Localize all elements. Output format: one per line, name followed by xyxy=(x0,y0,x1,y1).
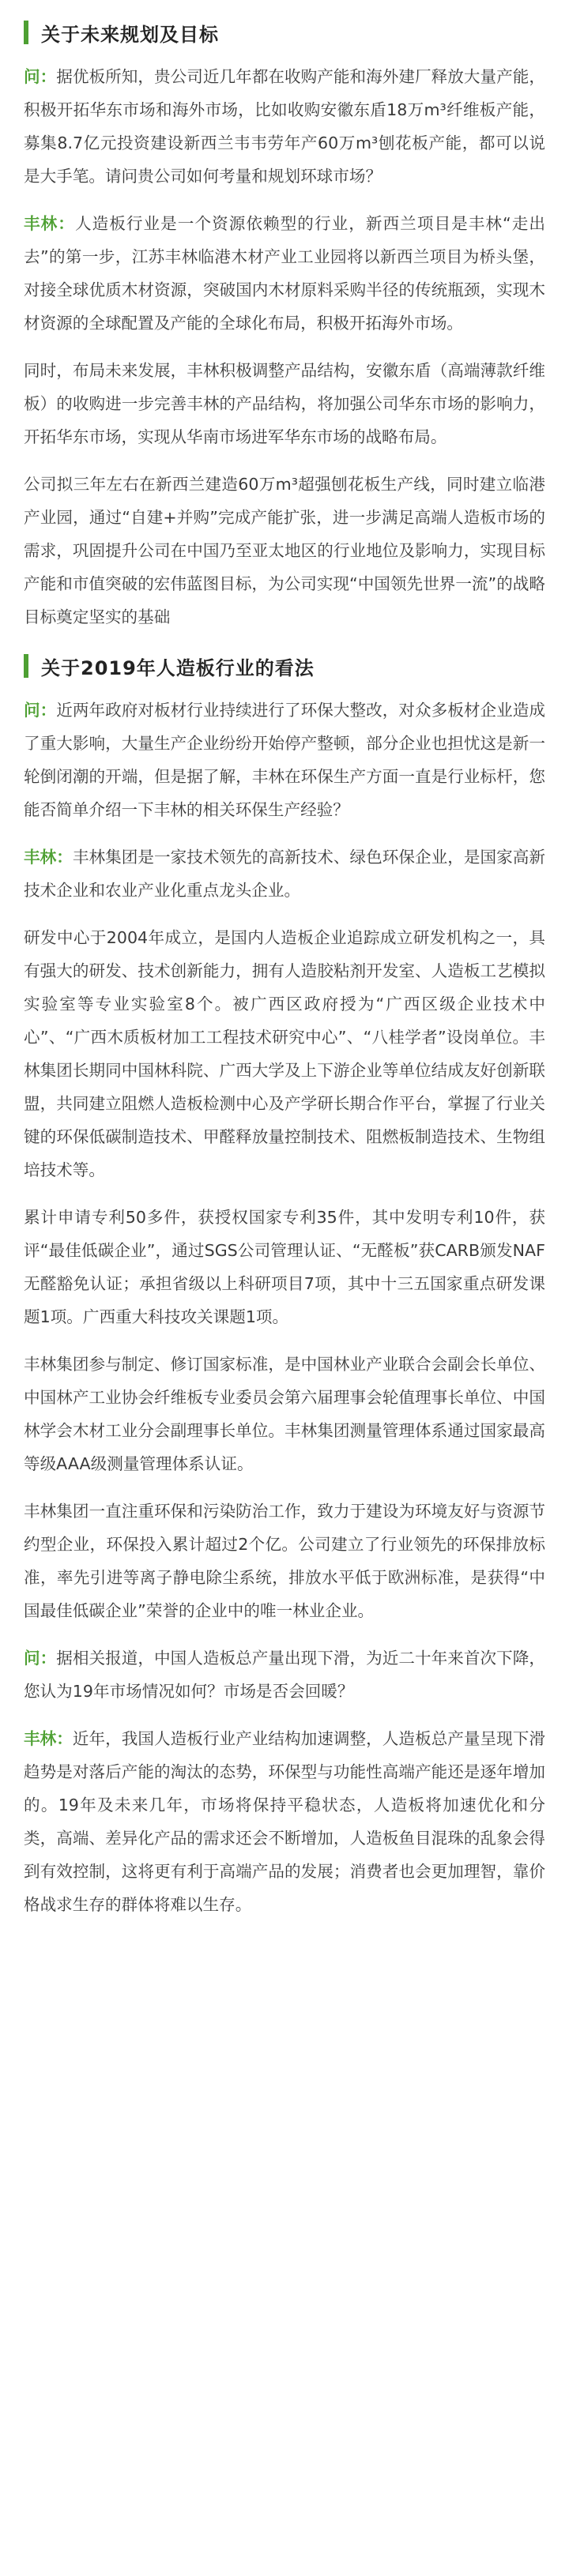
section-header xyxy=(24,19,545,46)
section-marker-bar xyxy=(24,654,28,678)
question-paragraph xyxy=(24,694,545,826)
answer-paragraph xyxy=(24,1722,545,1921)
speaker-label: 问： xyxy=(24,701,57,720)
body-paragraph xyxy=(24,468,545,634)
speaker-label: 丰林： xyxy=(24,1729,73,1748)
paragraph-text: 同时，布局未来发展，丰林积极调整产品结构，安徽东盾（高端薄款纤维板）的收购进一步完善丰林的产品结构，将加强公司华东市场的影响力，开拓华东市场，实现从华南市场进军华东市场的战略布局。 xyxy=(24,361,545,446)
speaker-label: 问： xyxy=(24,1649,57,1668)
paragraph-text: 丰林集团一直注重环保和污染防治工作，致力于建设为环境友好与资源节约型企业，环保投入累计超过2个亿。公司建立了行业领先的环保排放标准，率先引进等离子静电除尘系统，排放水平低于欧洲标准，是获得“中国最佳低碳企业”荣誉的企业中的唯一林业企业。 xyxy=(24,1502,545,1620)
paragraph-text: 人造板行业是一个资源依赖型的行业，新西兰项目是丰林“走出去”的第一步，江苏丰林临港木材产业工业园将以新西兰项目为桥头堡，对接全球优质木材资源，突破国内木材原料采购半径的传统瓶颈，实现木材资源的全球配置及产能的全球化布局，积极开拓海外市场。 xyxy=(24,214,545,333)
question-paragraph xyxy=(24,60,545,193)
section-2 xyxy=(24,652,545,1921)
section-header xyxy=(24,652,545,679)
section-marker-bar xyxy=(24,21,28,44)
paragraph-text: 累计申请专利50多件，获授权国家专利35件，其中发明专利10件，获评“最佳低碳企业”，通过SGS公司管理认证、“无醛板”获CARB颁发NAF无醛豁免认证；承担省级以上科研项目7项，其中十三五国家重点研发课题1项。广西重大科技攻关课题1项。 xyxy=(24,1208,545,1326)
paragraph-text: 丰林集团参与制定、修订国家标准，是中国林业产业联合会副会长单位、中国林产工业协会纤维板专业委员会第六届理事会轮值理事长单位、中国林学会木材工业分会副理事长单位。丰林集团测量管理体系通过国家最高等级AAA级测量管理体系认证。 xyxy=(24,1355,545,1473)
paragraph-text: 研发中心于2004年成立，是国内人造板企业追踪成立研发机构之一，具有强大的研发、技术创新能力，拥有人造胶粘剂开发室、人造板工艺模拟实验室等专业实验室8个。被广西区政府授为“广西区级企业技术中心”、“广西木质板材加工工程技术研究中心”、“八桂学者”设岗单位。丰林集团长期同中国林科院、广西大学及上下游企业等单位结成友好创新联盟，共同建立阻燃人造板检测中心及产学研长期合作平台，掌握了行业关键的环保低碳制造技术、甲醛释放量控制技术、阻燃板制造技术、生物组培技术等。 xyxy=(24,928,545,1179)
article-body xyxy=(24,19,545,1921)
answer-paragraph xyxy=(24,207,545,340)
speaker-label: 问： xyxy=(24,67,57,86)
body-paragraph xyxy=(24,354,545,453)
paragraph-text: 近年，我国人造板行业产业结构加速调整，人造板总产量呈现下滑趋势是对落后产能的淘汰的态势，环保型与功能性高端产能还是逐年增加的。19年及未来几年，市场将保持平稳状态，人造板将加速优化和分类，高端、差异化产品的需求还会不断增加，人造板鱼目混珠的乱象会得到有效控制，这将更有利于高端产品的发展；消费者也会更加理智，靠价格战求生存的群体将难以生存。 xyxy=(24,1729,546,1914)
answer-paragraph xyxy=(24,840,545,907)
body-paragraph xyxy=(24,1495,545,1627)
paragraph-text: 据优板所知，贵公司近几年都在收购产能和海外建厂释放大量产能，积极开拓华东市场和海外市场，比如收购安徽东盾18万m³纤维板产能，募集8.7亿元投资建设新西兰韦韦劳年产60万m³刨花板产能，都可以说是大手笔。请问贵公司如何考量和规划环球市场？ xyxy=(24,67,546,186)
paragraph-text: 近两年政府对板材行业持续进行了环保大整改，对众多板材企业造成了重大影响，大量生产企业纷纷开始停产整顿，部分企业也担忧这是新一轮倒闭潮的开端，但是据了解，丰林在环保生产方面一直是行业标杆，您能否简单介绍一下丰林的相关环保生产经验？ xyxy=(24,701,546,819)
speaker-label: 丰林： xyxy=(24,848,73,867)
body-paragraph xyxy=(24,1348,545,1480)
speaker-label: 丰林： xyxy=(24,214,75,233)
paragraph-text: 据相关报道，中国人造板总产量出现下滑，为近二十年来首次下降，您认为19年市场情况如何？市场是否会回暖？ xyxy=(24,1649,546,1701)
paragraph-text: 丰林集团是一家技术领先的高新技术、绿色环保企业，是国家高新技术企业和农业产业化重点龙头企业。 xyxy=(24,848,546,900)
paragraph-text: 公司拟三年左右在新西兰建造60万m³超强刨花板生产线，同时建立临港产业园，通过“自建+并购”完成产能扩张，进一步满足高端人造板市场的需求，巩固提升公司在中国乃至亚太地区的行业地位及影响力，实现目标产能和市值突破的宏伟蓝图目标，为公司实现“中国领先世界一流”的战略目标奠定坚实的基础 xyxy=(24,475,545,626)
question-paragraph xyxy=(24,1641,545,1708)
section-title: 关于未来规划及目标 xyxy=(41,23,219,46)
body-paragraph xyxy=(24,921,545,1186)
section-title: 关于2019年人造板行业的看法 xyxy=(41,656,315,679)
body-paragraph xyxy=(24,1201,545,1333)
section-1 xyxy=(24,19,545,634)
